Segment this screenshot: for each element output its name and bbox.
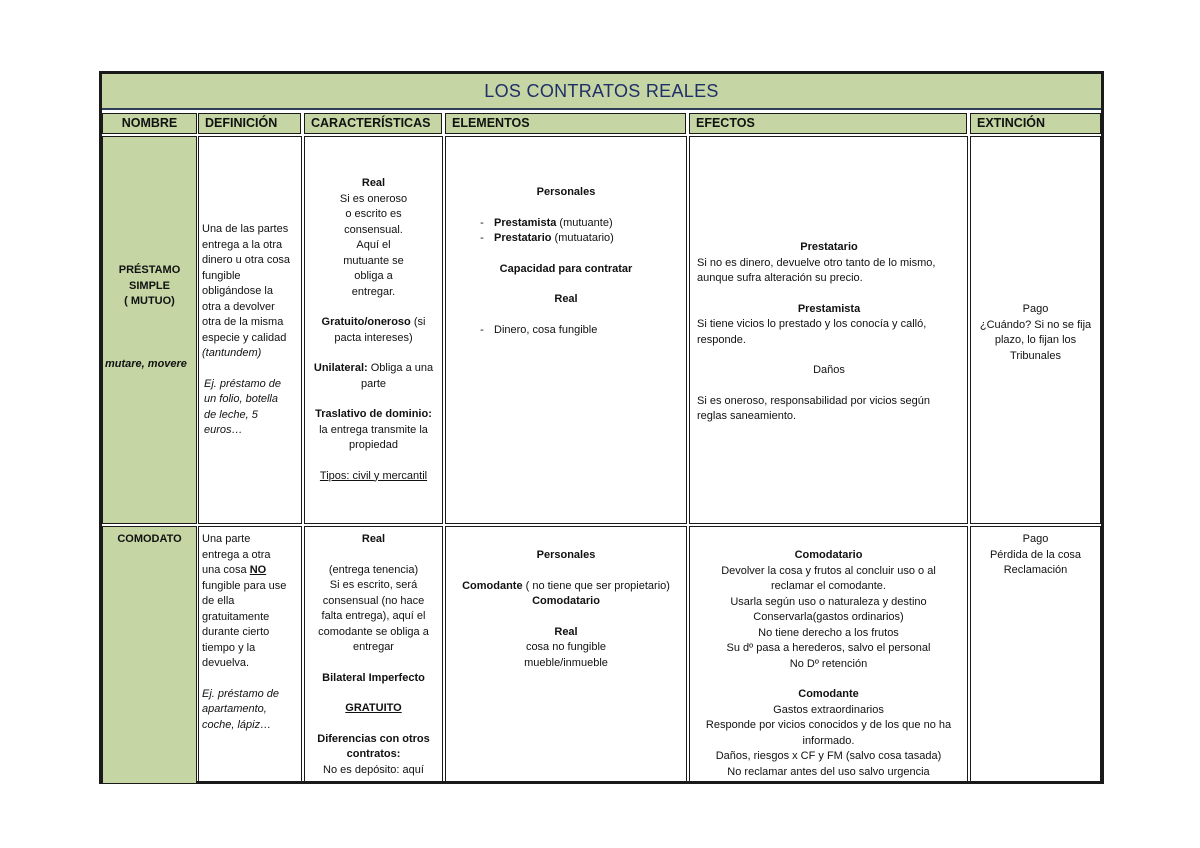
row1-prestamista: Prestamista [494, 216, 557, 229]
row2-effect-line: Devolver la cosa y frutos al concluir uso o al [721, 564, 936, 577]
row2-effect-line: No reclamar antes del uso salvo urgencia [727, 765, 930, 778]
row1-effect-line: aunque sufra alteración su precio. [697, 272, 863, 284]
row2-effect-line: No tiene derecho a los frutos [758, 626, 899, 639]
row1-example-line: un folio, botella [204, 393, 278, 405]
row1-gratuito-text2: pacta intereses) [334, 331, 413, 344]
row1-traslativo-line: la entrega transmite la [319, 423, 428, 436]
row2-effect-line: Usarla según uso o naturaleza y destino [730, 595, 927, 608]
row1-name-cell [102, 136, 197, 524]
row2-characteristics-cell [304, 526, 443, 784]
row2-def-line: gratuitamente [202, 610, 270, 623]
row1-def-latin: (tantundem) [202, 347, 262, 359]
row2-effect-line: reclamar el comodante. [771, 580, 886, 592]
row1-def-line: especie y calidad [202, 331, 287, 344]
row1-effect-line: Si es oneroso, responsabilidad por vicios según [697, 394, 930, 407]
row2-effect-line: Gastos extraordinarios [773, 703, 884, 716]
row1-def-line: fungible [202, 269, 241, 282]
row1-gratuito-title: Gratuito/oneroso [321, 316, 411, 328]
row2-def-line: una cosa [202, 564, 250, 576]
row1-extinction-line: Pago [1022, 303, 1049, 315]
row1-def-line: entrega a la otra [202, 238, 283, 251]
row2-effect-line: informado. [802, 734, 855, 747]
row1-traslativo-title: Traslativo de dominio: [315, 408, 432, 420]
row1-characteristics-cell [304, 136, 443, 524]
row1-real-line: mutuante se [343, 254, 404, 267]
header-definicion: DEFINICIÓN [198, 113, 301, 134]
header-caracteristicas: CARACTERÍSTICAS [304, 113, 442, 134]
row2-comodatario: Comodatario [532, 595, 600, 607]
row1-extinction-line: Tribunales [1010, 349, 1061, 362]
row1-unilateral-text: Obliga a una [367, 362, 434, 374]
row1-effect-line: reglas saneamiento. [697, 410, 797, 422]
row1-danos-title: Daños [813, 364, 845, 376]
row2-real-line: falta entrega), aquí el [321, 610, 426, 622]
row1-name-line3: ( MUTUO) [124, 295, 175, 307]
row2-effect-line: Daños, riesgos x CF y FM (salvo cosa tasada) [715, 750, 942, 762]
row2-def-line: fungible para use [202, 579, 287, 592]
row2-extinction-line: Pérdida de la cosa [989, 548, 1082, 561]
row2-def-line: durante cierto [202, 626, 270, 638]
row1-unilateral-title: Unilateral: [313, 362, 368, 374]
row1-effect-line: Si no es dinero, devuelve otro tanto de lo mismo, [697, 256, 936, 269]
row1-extinction-line: plazo, lo fijan los [994, 334, 1077, 346]
row2-bilateral: Bilateral Imperfecto [322, 671, 425, 684]
row1-dinero: Dinero, cosa fungible [494, 323, 598, 336]
row2-real-title: Real [361, 533, 386, 545]
row1-def-line: obligándose la [202, 285, 273, 297]
row2-gratuito: GRATUITO [345, 702, 402, 714]
row1-real: Real [554, 293, 578, 305]
row1-real-title: Real [361, 177, 386, 189]
row1-example-line: de leche, 5 [204, 408, 258, 421]
row2-comodante-title: Comodante [798, 688, 859, 700]
row2-real-line: comodante se obliga a [318, 625, 429, 638]
row1-real-line: consensual. [344, 223, 403, 236]
row1-real-line: o escrito es [345, 208, 402, 220]
row2-real-line: consensual (no hace [322, 594, 425, 607]
row1-effect-line: Si tiene vicios lo prestado y los conocía y calló, [697, 318, 927, 330]
row1-real-line: obliga a [354, 270, 393, 282]
row2-effect-line: Responde por vicios conocidos y de los que no ha [705, 719, 952, 731]
row2-effects-cell [689, 526, 968, 784]
row1-elements-cell: Personales - Prestamista (mutuante) - Prestatario (mutuatario) Capacidad para contratar Real - Dinero, cosa fungible [445, 136, 687, 524]
row2-example-line: coche, lápiz… [202, 718, 272, 731]
row2-effect-line: Conservarla(gastos ordinarios) [753, 611, 904, 623]
row1-capacidad: Capacidad para contratar [499, 262, 633, 275]
row2-def-no: NO [249, 564, 267, 576]
row1-effect-line: responde. [697, 333, 746, 346]
row2-extinction-line: Pago [1022, 533, 1049, 545]
row1-tipos: Tipos: civil y mercantil [319, 469, 428, 482]
row1-personales: Personales [536, 186, 596, 198]
row1-real-line: Aquí el [356, 239, 391, 251]
row2-diferencias-line: contratos: [346, 748, 401, 760]
row2-comodante: Comodante [462, 579, 523, 592]
row1-prestamista-title: Prestamista [797, 302, 861, 315]
row1-name-line2: SIMPLE [129, 279, 170, 292]
row1-prestamista-note: (mutuante) [556, 216, 613, 229]
row2-def-line: de ella [202, 595, 235, 607]
row1-real-line: entregar. [351, 285, 396, 298]
row2-example-line: Ej. préstamo de [202, 687, 280, 700]
row2-def-line: entrega a otra [202, 548, 271, 561]
row2-diferencias-line: Diferencias con otros [317, 732, 430, 745]
row1-traslativo-line: propiedad [349, 439, 398, 451]
row2-effect-line: Su dº pasa a herederos, salvo el personal [726, 642, 931, 654]
row2-cosa-line: mueble/inmueble [524, 656, 608, 669]
row2-comodante-note: ( no tiene que ser propietario) [522, 579, 670, 592]
row1-definition-cell [198, 136, 302, 524]
row2-definition-cell [198, 526, 302, 784]
row2-name: COMODATO [117, 533, 182, 545]
row2-effect-line: No Dº retención [789, 657, 868, 670]
row1-name-line1: PRÉSTAMO [118, 264, 181, 276]
row2-real-line: (entrega tenencia) [328, 563, 419, 576]
row2-extinction-line: Reclamación [1003, 564, 1068, 576]
row1-effects-cell [689, 136, 968, 524]
row1-def-line: dinero u otra cosa [202, 254, 291, 266]
header-efectos: EFECTOS [689, 113, 967, 134]
row1-def-line: Una de las partes [202, 223, 289, 235]
row2-name-cell [102, 526, 197, 784]
row1-extinction-line: ¿Cuándo? Si no se fija [979, 318, 1092, 331]
row2-real: Real [554, 625, 578, 638]
row1-real-line: Si es oneroso [339, 192, 408, 205]
row2-def-line: devuelva. [202, 657, 250, 669]
row1-def-line: otra a devolver [202, 300, 275, 313]
header-nombre: NOMBRE [102, 113, 197, 134]
header-elementos: ELEMENTOS [445, 113, 686, 134]
row1-name-latin: mutare, movere [105, 358, 187, 370]
row2-elements-cell [445, 526, 687, 784]
row2-real-line: entregar [353, 641, 394, 653]
contracts-table [99, 71, 1104, 784]
row1-prestatario: Prestatario [494, 232, 552, 244]
row2-def-line: Una parte [202, 533, 251, 545]
row2-example-line: apartamento, [202, 703, 267, 715]
row1-unilateral-text2: parte [360, 377, 387, 390]
row1-gratuito-text: (si [410, 316, 426, 328]
row2-personales: Personales [536, 549, 596, 561]
row1-prestatario-note: (mutuatario) [551, 232, 614, 244]
row1-example-line: euros… [204, 424, 243, 436]
table-title: LOS CONTRATOS REALES [102, 74, 1101, 110]
row1-def-line: otra de la misma [202, 316, 284, 328]
row2-deposito: No es depósito: aquí [323, 763, 424, 776]
row1-prestatario-title: Prestatario [800, 241, 858, 253]
row2-extinction-cell [970, 526, 1101, 784]
row2-real-line: Si es escrito, será [329, 579, 418, 591]
row1-extinction-cell [970, 136, 1101, 524]
header-extincion: EXTINCIÓN [970, 113, 1101, 134]
row1-example-line: Ej. préstamo de [204, 377, 282, 390]
row2-cosa-line: cosa no fungible [525, 641, 607, 653]
row2-def-line: tiempo y la [202, 641, 256, 654]
row2-comodatario-title: Comodatario [794, 549, 863, 561]
